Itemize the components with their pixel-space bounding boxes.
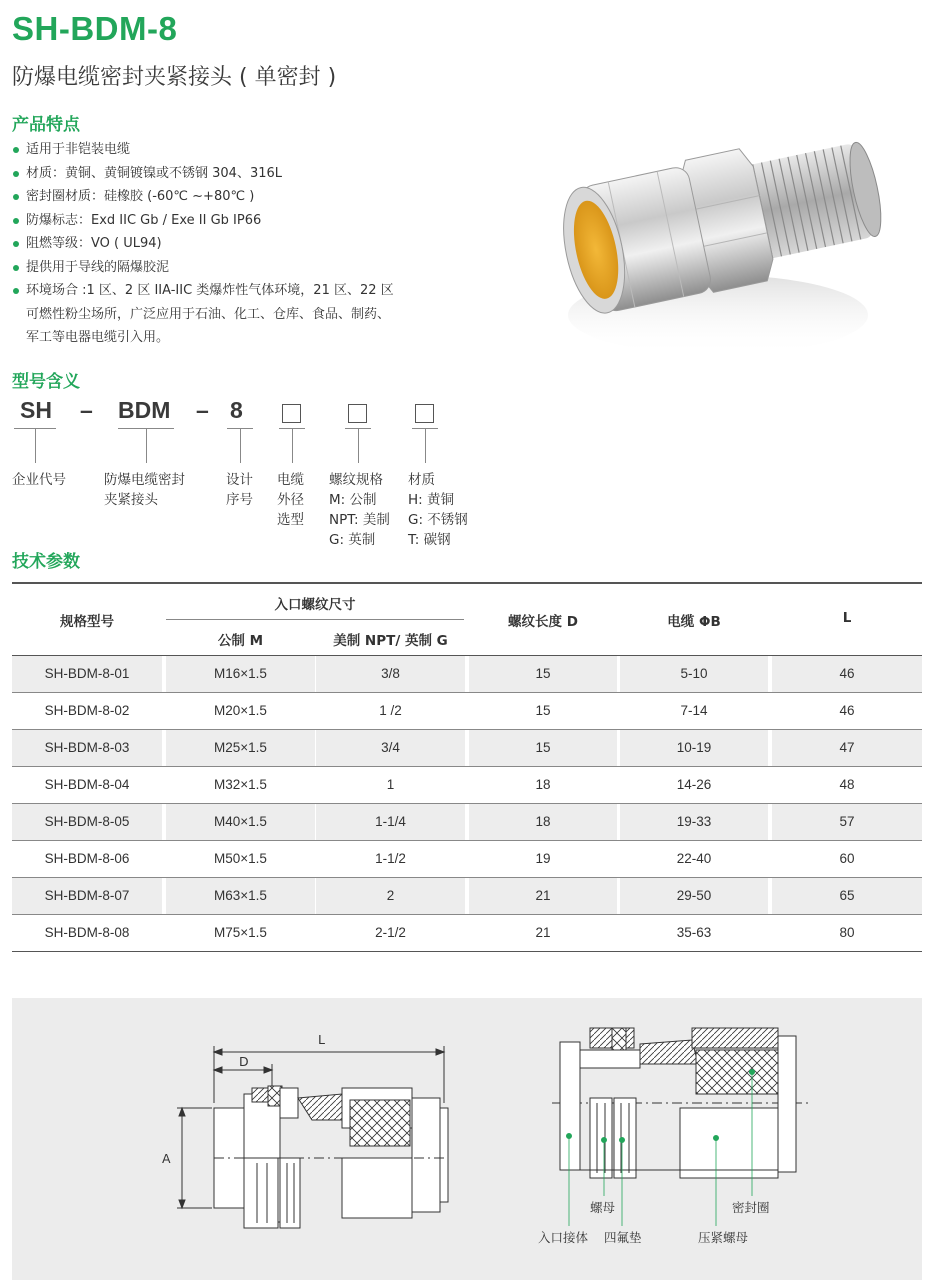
table-cell: 18 bbox=[469, 804, 617, 840]
label-line: 材质 bbox=[408, 472, 435, 488]
label-compress-nut: 压紧螺母 bbox=[698, 1230, 749, 1245]
table-cell: 7-14 bbox=[680, 703, 708, 718]
label-ptfe-washer: 四氟垫 bbox=[604, 1230, 642, 1245]
table-cell: 21 bbox=[535, 925, 551, 940]
th-entry-divider bbox=[166, 619, 464, 620]
table-cell: 65 bbox=[772, 878, 922, 914]
feature-continuation: 军工等电器电缆引入用。 bbox=[26, 330, 170, 345]
table-cell: SH-BDM-8-03 bbox=[12, 730, 162, 766]
th-npt: 美制 NPT/ 英制 G bbox=[333, 633, 448, 649]
feature-item: 环境场合 :1 区、2 区 IIA-IIC 类爆炸性气体环境，21 区、22 区 bbox=[12, 279, 452, 303]
model-box-thread bbox=[348, 404, 367, 423]
table-cell: 57 bbox=[772, 804, 922, 840]
table-cell: M32×1.5 bbox=[214, 777, 267, 792]
table-cell: 1-1/4 bbox=[316, 804, 465, 840]
table-row bbox=[12, 878, 922, 914]
table-cell: SH-BDM-8-06 bbox=[44, 851, 130, 866]
label-line: T: 碳钢 bbox=[408, 532, 451, 548]
table-cell: M25×1.5 bbox=[166, 730, 315, 766]
features-title: 产品特点 bbox=[12, 115, 80, 135]
table-top-rule bbox=[12, 582, 922, 584]
table-cell: 47 bbox=[772, 730, 922, 766]
feature-item: 材质：黄铜、黄铜镀镍或不锈钢 304、316L bbox=[12, 162, 452, 186]
model-part-bdm: BDM bbox=[118, 397, 171, 423]
table-cell: 1 /2 bbox=[379, 703, 402, 718]
model-box-material bbox=[415, 404, 434, 423]
label-line: 外径 bbox=[277, 492, 304, 508]
model-part-8: 8 bbox=[230, 397, 243, 423]
label-company: 企业代号 bbox=[12, 472, 66, 488]
table-cell: 14-26 bbox=[676, 777, 712, 792]
label-material bbox=[408, 470, 468, 550]
table-row bbox=[12, 915, 922, 951]
dim-label-a: A bbox=[162, 1151, 171, 1166]
label-line: H: 黄铜 bbox=[408, 492, 454, 508]
features-list bbox=[12, 138, 452, 350]
label-line: 选型 bbox=[277, 512, 304, 528]
feature-item: 阻燃等级：VO ( UL94) bbox=[12, 232, 452, 256]
th-cable: 电缆 ΦB bbox=[667, 614, 721, 630]
params-table bbox=[12, 582, 922, 957]
cable-gland-photo bbox=[548, 100, 928, 370]
table-cell: 3/4 bbox=[316, 730, 465, 766]
table-cell: SH-BDM-8-02 bbox=[44, 703, 130, 718]
product-code: SH-BDM-8 bbox=[12, 10, 178, 47]
model-box-cable bbox=[282, 404, 301, 423]
table-row-rule bbox=[12, 951, 922, 952]
label-line: G: 不锈钢 bbox=[408, 512, 468, 528]
table-cell: 48 bbox=[839, 777, 855, 792]
feature-continuation: 可燃性粉尘场所，广泛应用于石油、化工、仓库、食品、制药、 bbox=[26, 306, 391, 322]
diagram-panel bbox=[12, 998, 922, 1280]
model-part-sh: SH bbox=[20, 397, 52, 423]
table-row bbox=[12, 693, 922, 729]
th-entry: 入口螺纹尺寸 bbox=[274, 597, 356, 613]
th-model: 规格型号 bbox=[60, 614, 114, 630]
table-cell: 46 bbox=[772, 656, 922, 692]
table-row bbox=[12, 730, 922, 766]
table-cell: 3/8 bbox=[316, 656, 465, 692]
table-cell: 2-1/2 bbox=[375, 925, 406, 940]
label-line: 防爆电缆密封 bbox=[104, 472, 185, 488]
table-cell: SH-BDM-8-05 bbox=[12, 804, 162, 840]
model-connector bbox=[35, 428, 36, 463]
model-connector bbox=[146, 428, 147, 463]
table-cell: M75×1.5 bbox=[214, 925, 267, 940]
params-title: 技术参数 bbox=[12, 552, 80, 572]
dim-label-d: D bbox=[239, 1054, 249, 1069]
table-cell: 15 bbox=[535, 703, 551, 718]
model-connector bbox=[292, 428, 293, 463]
table-cell: SH-BDM-8-08 bbox=[44, 925, 130, 940]
label-line: 设计 bbox=[226, 472, 253, 488]
table-cell: SH-BDM-8-04 bbox=[44, 777, 130, 792]
table-cell: 15 bbox=[469, 656, 617, 692]
table-cell: SH-BDM-8-07 bbox=[12, 878, 162, 914]
table-cell: 1-1/2 bbox=[375, 851, 406, 866]
table-cell: M50×1.5 bbox=[214, 851, 267, 866]
label-line: 螺纹规格 bbox=[329, 472, 383, 488]
table-row bbox=[12, 656, 922, 692]
label-product bbox=[104, 470, 185, 510]
feature-item: 适用于非铠装电缆 bbox=[12, 138, 452, 162]
dim-label-l: L bbox=[318, 1032, 325, 1047]
label-entry-body: 入口接体 bbox=[538, 1230, 589, 1245]
cross-section-drawing bbox=[12, 998, 922, 1280]
label-line: 夹紧接头 bbox=[104, 492, 158, 508]
th-thread-length: 螺纹长度 D bbox=[508, 614, 578, 630]
table-cell: M63×1.5 bbox=[166, 878, 315, 914]
label-line: 电缆 bbox=[277, 472, 304, 488]
model-part-dash: – bbox=[80, 397, 93, 423]
feature-item: 提供用于导线的隔爆胶泥 bbox=[12, 256, 452, 280]
table-cell: 21 bbox=[469, 878, 617, 914]
product-name: 防爆电缆密封夹紧接头 ( 单密封 ) bbox=[12, 65, 337, 90]
table-cell: M40×1.5 bbox=[166, 804, 315, 840]
label-nut: 螺母 bbox=[590, 1200, 616, 1215]
table-cell: 60 bbox=[839, 851, 855, 866]
th-l: L bbox=[842, 610, 852, 626]
table-cell: M20×1.5 bbox=[214, 703, 267, 718]
table-cell: 19 bbox=[535, 851, 551, 866]
model-connector bbox=[240, 428, 241, 463]
table-row bbox=[12, 767, 922, 803]
model-title: 型号含义 bbox=[12, 372, 80, 392]
table-cell: 5-10 bbox=[620, 656, 768, 692]
table-row bbox=[12, 841, 922, 877]
th-metric: 公制 M bbox=[217, 633, 264, 649]
label-serial bbox=[226, 470, 253, 510]
table-cell: 1 bbox=[386, 777, 395, 792]
table-cell: SH-BDM-8-01 bbox=[12, 656, 162, 692]
table-cell: 10-19 bbox=[620, 730, 768, 766]
label-thread bbox=[329, 470, 390, 550]
table-cell: M16×1.5 bbox=[166, 656, 315, 692]
label-line: NPT: 美制 bbox=[329, 512, 390, 528]
table-cell: 22-40 bbox=[676, 851, 712, 866]
label-line: 序号 bbox=[226, 492, 253, 508]
table-cell: 18 bbox=[535, 777, 551, 792]
model-connector bbox=[358, 428, 359, 463]
label-cable bbox=[277, 470, 304, 530]
table-cell: 15 bbox=[469, 730, 617, 766]
label-seal: 密封圈 bbox=[732, 1200, 770, 1215]
feature-item: 密封圈材质：硅橡胶 (-60℃ ~+80℃ ) bbox=[12, 185, 452, 209]
label-line: M: 公制 bbox=[329, 492, 377, 508]
model-part-dash: – bbox=[196, 397, 209, 423]
table-cell: 46 bbox=[839, 703, 855, 718]
table-cell: 35-63 bbox=[676, 925, 712, 940]
label-line: G: 英制 bbox=[329, 532, 376, 548]
table-cell: 29-50 bbox=[620, 878, 768, 914]
table-row bbox=[12, 804, 922, 840]
table-cell: 2 bbox=[316, 878, 465, 914]
feature-item: 防爆标志：Exd IIC Gb / Exe II Gb IP66 bbox=[12, 209, 452, 233]
table-cell: 80 bbox=[839, 925, 855, 940]
table-cell: 19-33 bbox=[620, 804, 768, 840]
model-connector bbox=[425, 428, 426, 463]
